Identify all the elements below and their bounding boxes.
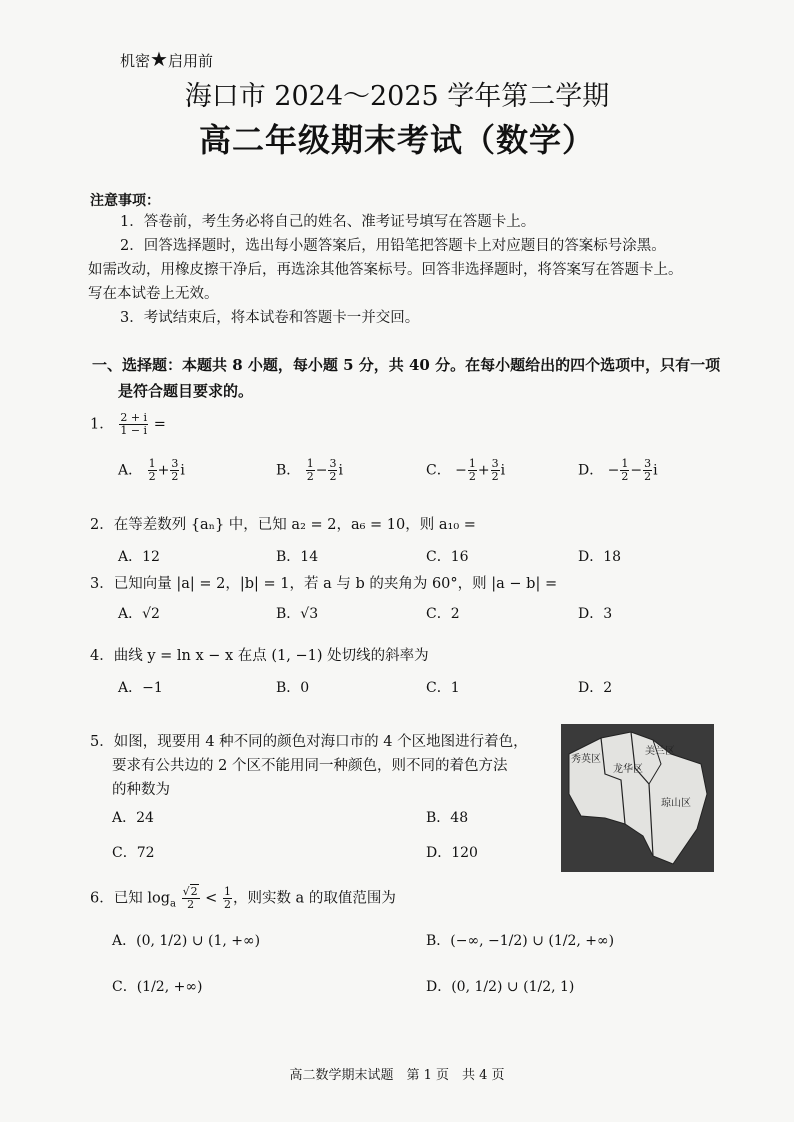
q6-option-a: A．(0, 1/2) ∪ (1, +∞) bbox=[112, 933, 261, 949]
section-1-heading: 一、选择题：本题共 8 小题，每小题 5 分，共 40 分。在每小题给出的四个选项中，只有一项 是符合题目要求的。 bbox=[92, 356, 721, 400]
map-label-xiuying: 秀英区 bbox=[571, 754, 601, 765]
map-label-longhua: 龙华区 bbox=[613, 764, 643, 775]
q6-option-d: D．(0, 1/2) ∪ (1/2, 1) bbox=[426, 979, 575, 995]
page-footer: 高二数学期末试题 第 1 页 共 4 页 bbox=[289, 1068, 505, 1083]
exam-title: 海口市 2024～2025 学年第二学期 bbox=[184, 81, 610, 112]
q2-option-c: C．16 bbox=[426, 549, 469, 565]
q2-option-a: A．12 bbox=[118, 549, 160, 565]
q1-option-d: D． − $\frac{1}{2}$ − $\frac{3}{2}$ i bbox=[578, 457, 658, 483]
q3-option-c: C．2 bbox=[426, 606, 460, 622]
q4-option-b: B．0 bbox=[276, 680, 310, 696]
question-6: 6．已知 $\log_a$ $\frac{√2}{2}$ < $\frac{1}{2}$ ，则实数 a 的取值范围为 bbox=[90, 885, 396, 911]
haikou-district-map bbox=[561, 724, 714, 872]
note-2-line-2: 如需改动，用橡皮擦干净后，再选涂其他答案标号。回答非选择题时，将答案写在答题卡上。 bbox=[88, 262, 683, 278]
q5-option-c: C．72 bbox=[112, 845, 155, 861]
notes-heading: 注意事项： bbox=[90, 193, 160, 209]
q1-option-c: C． − $\frac{1}{2}$ + $\frac{3}{2}$ i bbox=[426, 457, 506, 483]
note-3: 3．考试结束后，将本试卷和答题卡一并交回。 bbox=[120, 310, 420, 326]
question-5: 5．如图，现要用 4 种不同的颜色对海口市的 4 个区地图进行着色， 要求有公共边的 2 个区不能用同一种颜色，则不同的着色方法 的种数为 bbox=[90, 734, 528, 798]
map-label-meilan: 美兰区 bbox=[645, 746, 675, 757]
exam-subtitle: 高二年级期末考试（数学） bbox=[198, 121, 595, 159]
q5-option-a: A．24 bbox=[112, 810, 154, 826]
note-1: 1．答卷前，考生务必将自己的姓名、准考证号填写在答题卡上。 bbox=[120, 214, 536, 230]
q6-option-b: B．(−∞, −1/2) ∪ (1/2, +∞) bbox=[426, 933, 615, 949]
q6-option-c: C．(1/2, +∞) bbox=[112, 979, 203, 995]
question-1: 1． $\frac{2 + i}{1 - i}$ = bbox=[90, 411, 166, 437]
q1-option-b: B． $\frac{1}{2}$ − $\frac{3}{2}$ i bbox=[276, 457, 343, 483]
note-2-line-1: 2．回答选择题时，选出每小题答案后，用铅笔把答题卡上对应题目的答案标号涂黑。 bbox=[120, 238, 666, 254]
q1-option-a: A． $\frac{1}{2}$ + $\frac{3}{2}$ i bbox=[118, 457, 185, 483]
q3-option-d: D．3 bbox=[578, 606, 613, 622]
confidential-mark: 机密★启用前 bbox=[120, 47, 213, 71]
map-label-qiongshan: 琼山区 bbox=[661, 798, 691, 809]
q3-option-b: B．√3 bbox=[276, 606, 319, 622]
q4-option-c: C．1 bbox=[426, 680, 460, 696]
q4-option-a: A．−1 bbox=[118, 680, 163, 696]
q3-option-a: A．√2 bbox=[118, 606, 160, 622]
q5-option-b: B．48 bbox=[426, 810, 469, 826]
q5-option-d: D．120 bbox=[426, 845, 478, 861]
q4-option-d: D．2 bbox=[578, 680, 613, 696]
q2-option-d: D．18 bbox=[578, 549, 622, 565]
question-4: 4．曲线 y = ln x − x 在点 (1, −1) 处切线的斜率为 bbox=[90, 648, 429, 664]
q2-option-b: B．14 bbox=[276, 549, 319, 565]
question-2: 2．在等差数列 {aₙ} 中，已知 a₂ = 2，a₆ = 10，则 a₁₀ = bbox=[90, 517, 476, 533]
question-3: 3．已知向量 |a| = 2，|b| = 1，若 a 与 b 的夹角为 60°，则 |a − b| = bbox=[90, 576, 558, 592]
note-2-line-3: 写在本试卷上无效。 bbox=[88, 286, 219, 302]
